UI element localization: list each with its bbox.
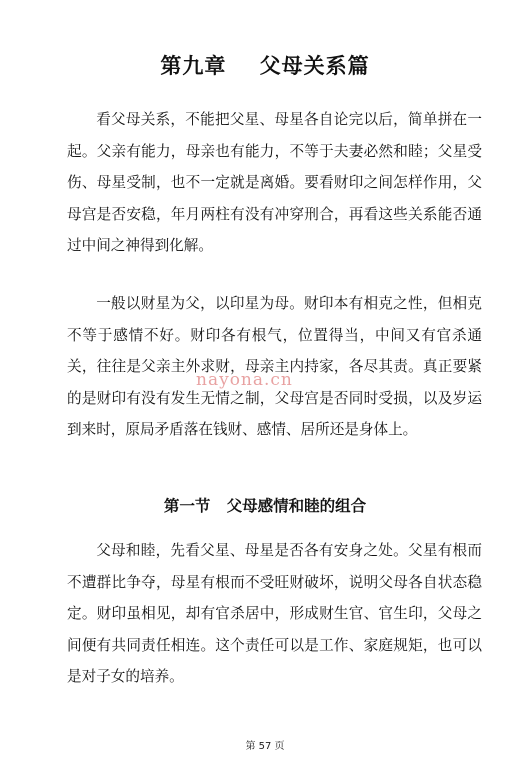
chapter-title: 第九章 父母关系篇 <box>160 54 370 78</box>
section-title: 第一节 父母感情和睦的组合 <box>163 497 367 515</box>
section-paragraph: 父母和睦，先看父星、母星是否各有安身之处。父星有根而不遭群比争夺，母星有根而不受旺财破坏，说明父母各自状态稳定。财印虽相见，却有官杀居中，形成财生官、官生印，父母之间便有共同责任相连。这个责任可以是工作、家庭规矩，也可以是对子女的培养。 <box>67 542 482 685</box>
body-paragraph-2: 一般以财星为父，以印星为母。财印本有相克之性，但相克不等于感情不好。财印各有根气，位置得当，中间又有官杀通关，往往是父亲主外求财，母亲主内持家，各尽其责。真正要紧的是财印有没有发生无情之制，父母宫是否同时受损，以及岁运到来时，原局矛盾落在钱财、感情、居所还是身体上。 <box>67 295 482 438</box>
body-paragraph-1: 看父母关系，不能把父星、母星各自论完以后，简单拼在一起。父亲有能力，母亲也有能力，不等于夫妻必然和睦；父星受伤、母星受制，也不一定就是离婚。要看财印之间怎样作用，父母宫是否安稳，年月两柱有没有冲穿刑合，再看这些关系能否通过中间之神得到化解。 <box>67 111 482 254</box>
page-number: 第 57 页 <box>245 741 285 752</box>
watermark: nayona.cn <box>196 370 293 390</box>
